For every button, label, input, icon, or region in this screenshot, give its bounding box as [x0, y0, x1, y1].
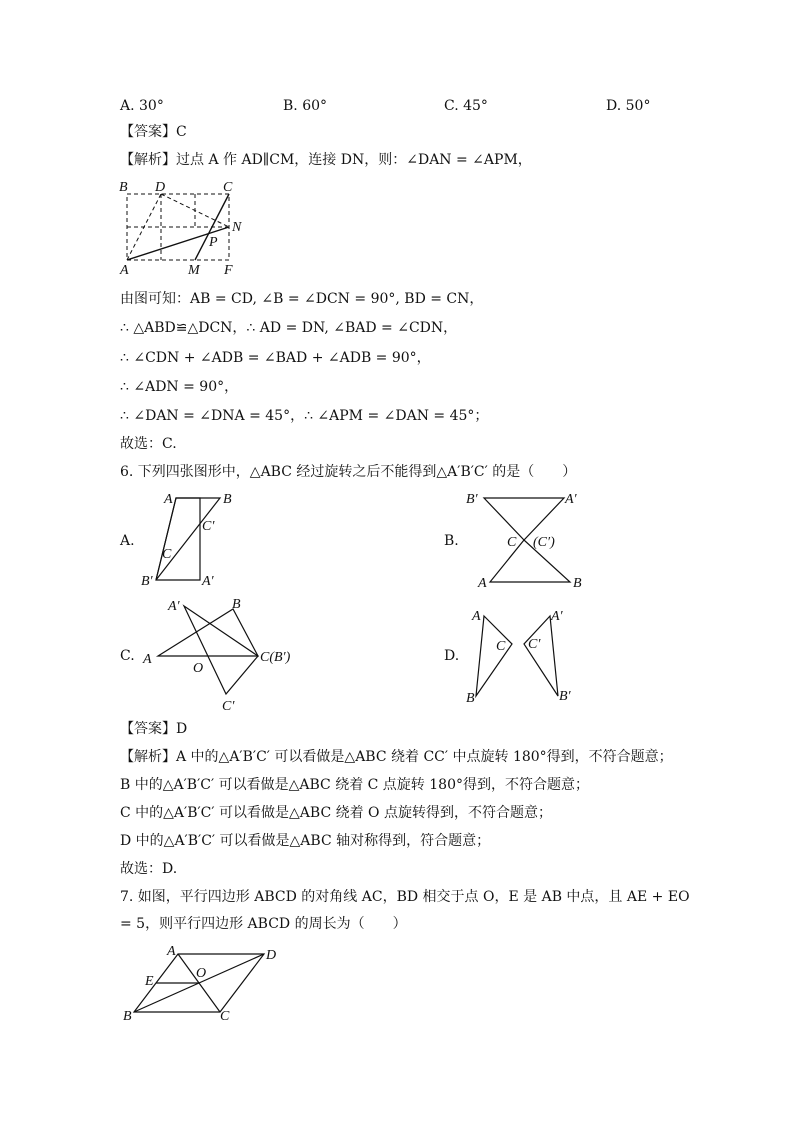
- q6b-label-a-prime: A′: [565, 492, 577, 507]
- q6-figure-d: [462, 600, 592, 706]
- q7-label-d: D: [266, 948, 277, 963]
- q5-label-f: F: [224, 263, 233, 278]
- q6a-triangle-prime: [156, 498, 200, 580]
- q5-label-d: D: [155, 180, 166, 195]
- q5-analysis-text: 过点 A 作 AD∥CM，连接 DN，则：∠DAN = ∠APM，: [176, 152, 532, 168]
- q6c-label-c-prime: C′: [222, 699, 235, 714]
- q5-step-1: 由图可知：AB = CD, ∠B = ∠DCN = 90°, BD = CN，: [120, 291, 484, 307]
- q6a-label-a: A: [164, 492, 173, 507]
- q6d-triangle-abc: [476, 616, 512, 696]
- q6d-label-c-prime: C′: [528, 637, 541, 652]
- q7-question-line2: = 5，则平行四边形 ABCD 的周长为（ ）: [120, 916, 407, 932]
- q6c-label-a: A: [143, 652, 152, 667]
- q6-figure-c: [138, 594, 298, 714]
- q6c-label-o: O: [193, 661, 204, 676]
- q6b-label-a: A: [478, 576, 487, 591]
- q6d-label-a-prime: A′: [551, 609, 563, 624]
- q7-label-o: O: [196, 966, 207, 981]
- q6a-label-b-prime: B′: [141, 574, 153, 589]
- q5-figure: [115, 176, 255, 278]
- q6c-label-c-b-prime: C(B′): [260, 650, 291, 665]
- q6b-label-b: B: [573, 576, 582, 591]
- q7-question-line1: 7. 如图，平行四边形 ABCD 的对角线 AC，BD 相交于点 O，E 是 AB 中点，且 AE + EO: [120, 889, 690, 905]
- q6b-label-c: C: [507, 535, 517, 550]
- q5-option-b: B. 60°: [283, 98, 328, 114]
- q5-step-2: ∴ △ABD≌△DCN，∴ AD = DN, ∠BAD = ∠CDN，: [120, 320, 458, 336]
- q6c-triangle-prime: [184, 606, 258, 694]
- q5-analysis: [120, 150, 532, 170]
- q6b-label-b-prime: B′: [466, 492, 478, 507]
- q5-analysis-head: 【解析】: [120, 152, 176, 168]
- q6-figure-b: [462, 488, 592, 592]
- q6c-triangle-abc: [158, 609, 258, 656]
- q5-option-d: D. 50°: [606, 98, 651, 114]
- q6-option-a-label: A.: [120, 533, 135, 549]
- q5-label-c: C: [223, 180, 233, 195]
- q6-option-d-label: D.: [444, 648, 460, 664]
- q5-step-3: ∴ ∠CDN + ∠ADB = ∠BAD + ∠ADB = 90°，: [120, 350, 431, 366]
- q6d-triangle-prime: [524, 616, 558, 696]
- q6b-triangle-bottom: [490, 540, 570, 582]
- q7-label-c: C: [220, 1009, 230, 1024]
- q6-answer: 【答案】D: [120, 721, 188, 737]
- q5-option-c: C. 45°: [444, 98, 488, 114]
- q5-answer: 【答案】C: [120, 124, 187, 140]
- q7-label-e: E: [145, 974, 154, 989]
- q5-step-6: 故选：C.: [120, 436, 177, 452]
- q5-label-p: P: [209, 235, 218, 250]
- q6-analysis-1: 【解析】A 中的△A′B′C′ 可以看做是△ABC 绕着 CC′ 中点旋转 180°得到，不符合题意；: [120, 749, 673, 765]
- q6-analysis-5: 故选：D.: [120, 861, 178, 877]
- q6a-label-c: C: [162, 547, 172, 562]
- q6-analysis-2: B 中的△A′B′C′ 可以看做是△ABC 绕着 C 点旋转 180°得到，不符合题意；: [120, 777, 589, 793]
- q6d-label-b-prime: B′: [559, 689, 571, 704]
- q7-label-a: A: [167, 944, 176, 959]
- q5-option-a: A. 30°: [120, 98, 164, 114]
- q6b-label-c-prime: (C′): [533, 535, 555, 550]
- q5-label-m: M: [188, 263, 200, 278]
- q6d-label-c: C: [496, 639, 506, 654]
- q7-label-b: B: [123, 1009, 132, 1024]
- q6d-label-a: A: [472, 609, 481, 624]
- q6-figure-a: [138, 488, 238, 592]
- q6c-label-b: B: [232, 597, 241, 612]
- q5-step-4: ∴ ∠ADN = 90°，: [120, 379, 239, 395]
- q6a-label-a-prime: A′: [202, 574, 214, 589]
- q6b-triangle-top: [484, 498, 564, 540]
- q5-step-5: ∴ ∠DAN = ∠DNA = 45°，∴ ∠APM = ∠DAN = 45°；: [120, 408, 489, 424]
- q6c-label-a-prime: A′: [168, 599, 180, 614]
- q6-analysis-3: C 中的△A′B′C′ 可以看做是△ABC 绕着 O 点旋转得到，不符合题意；: [120, 805, 552, 821]
- q6a-label-b: B: [223, 492, 232, 507]
- q6-question: 6. 下列四张图形中，△ABC 经过旋转之后不能得到△A′B′C′ 的是（ ）: [120, 464, 577, 480]
- q5-label-b: B: [119, 180, 128, 195]
- q5-label-n: N: [232, 220, 242, 235]
- q6a-label-c-prime: C′: [202, 519, 215, 534]
- q5-label-a: A: [120, 263, 129, 278]
- q6d-label-b: B: [466, 691, 475, 706]
- q7-figure: [118, 942, 288, 1026]
- q6-option-b-label: B.: [444, 533, 459, 549]
- q6-analysis-4: D 中的△A′B′C′ 可以看做是△ABC 轴对称得到，符合题意；: [120, 833, 491, 849]
- q6-option-c-label: C.: [120, 648, 135, 664]
